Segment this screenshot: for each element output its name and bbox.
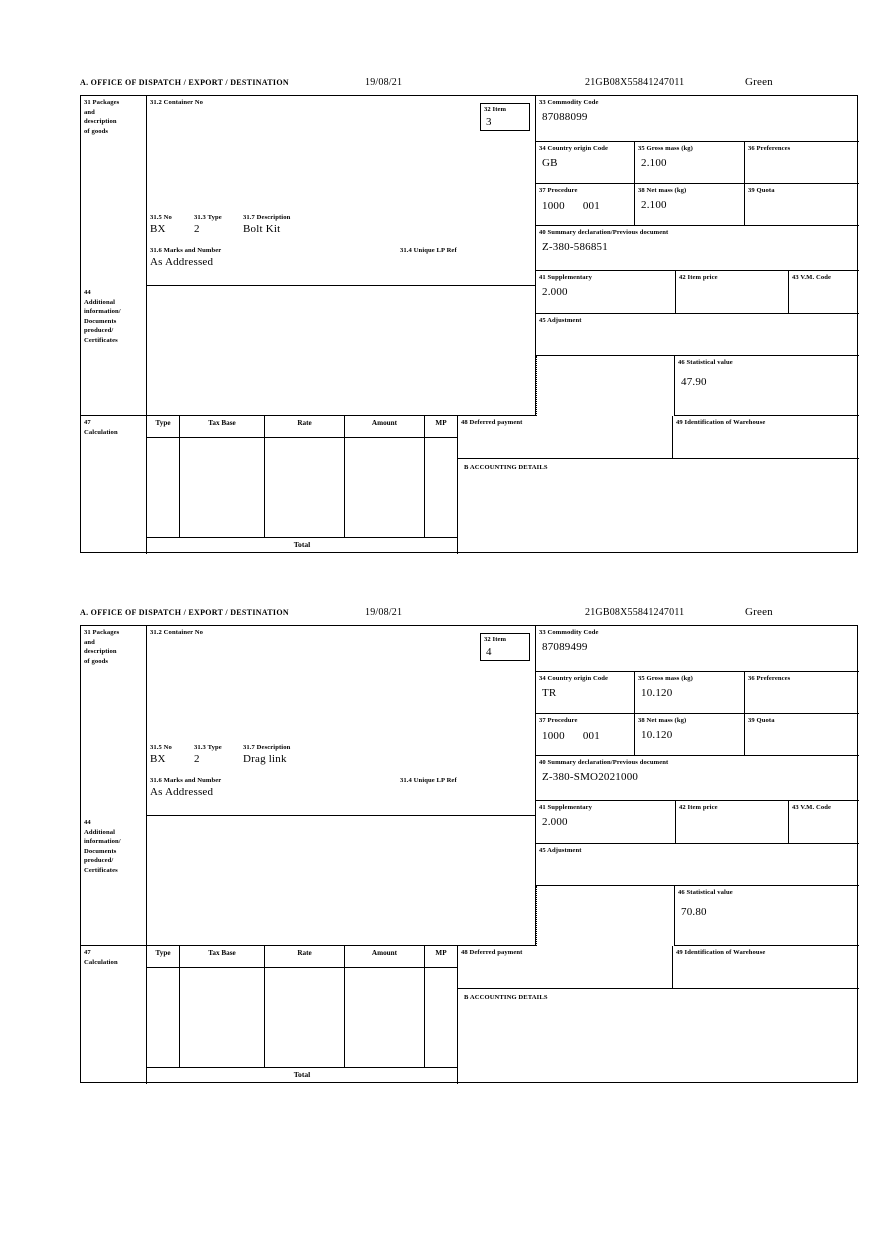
dotted-divider <box>536 356 537 416</box>
preferences-label: 36 Preferences <box>748 675 791 682</box>
statistical-value-label: 46 Statistical value <box>678 359 733 366</box>
box-37-procedure <box>536 184 635 226</box>
declaration-grid <box>80 95 858 553</box>
box-41-supplementary <box>536 271 676 314</box>
unique-lp-ref-label: 31.4 Unique LP Ref <box>400 777 457 784</box>
box-40-previous-document <box>536 226 859 271</box>
box-47-label: 47 Calculation <box>81 946 147 1084</box>
accounting-details-value <box>458 1003 859 1005</box>
accounting-details-value <box>458 473 859 475</box>
calc-body-type <box>147 968 180 1068</box>
calc-header-amount: Amount <box>345 946 425 968</box>
box-34-country-origin <box>536 142 635 184</box>
container-no-value <box>147 108 535 110</box>
calc-body-type <box>147 438 180 538</box>
box-44-additional-information <box>147 286 536 416</box>
calc-header-mp: MP <box>425 946 458 968</box>
declaration-date: 19/08/21 <box>365 77 403 88</box>
packages-description-label: 31.7 Description <box>243 744 291 751</box>
box-b-accounting-details <box>458 989 859 1084</box>
commodity-code-value: 87089499 <box>542 640 588 653</box>
customs-declaration-form-1 <box>80 78 860 553</box>
item-number-label: 32 Item <box>484 106 507 113</box>
calc-body-tax-base <box>180 968 265 1068</box>
box-42-item-price <box>676 271 789 314</box>
box-44-label: 44 Additional information/ Documents produced/ Certificates <box>81 286 147 416</box>
box-31-goods-area <box>147 626 536 816</box>
gross-mass-label: 35 Gross mass (kg) <box>638 675 693 682</box>
calc-body-amount <box>345 438 425 538</box>
adjustment-value <box>536 856 859 859</box>
packages-type-value: 2 <box>194 223 200 235</box>
packages-type-label: 31.3 Type <box>194 214 222 221</box>
item-price-value <box>676 283 788 286</box>
customs-declaration-form-2 <box>80 608 860 1083</box>
preferences-value <box>745 154 859 157</box>
packages-no-value: BX <box>150 753 166 765</box>
quota-label: 39 Quota <box>748 717 775 724</box>
box-47-label: 47 Calculation <box>81 416 147 554</box>
packages-description-value: Bolt Kit <box>243 223 281 235</box>
previous-document-label: 40 Summary declaration/Previous document <box>539 759 669 766</box>
accounting-details-label: B ACCOUNTING DETAILS <box>464 464 548 471</box>
box-49-warehouse-id <box>673 946 859 989</box>
calc-body-mp <box>425 438 458 538</box>
form-header <box>80 608 860 622</box>
box-46-statistical-value <box>674 356 859 416</box>
box-33-commodity-code <box>536 96 859 142</box>
box-45-adjustment <box>536 314 859 356</box>
box-39-quota <box>745 714 859 756</box>
calc-header-tax-base: Tax Base <box>180 946 265 968</box>
item-number-value: 4 <box>486 645 492 658</box>
item-price-label: 42 Item price <box>679 804 718 811</box>
box-31-label: 31 Packages and description of goods <box>81 96 147 286</box>
calc-total-row: Total <box>147 1068 458 1084</box>
office-of-dispatch-label: A. OFFICE OF DISPATCH / EXPORT / DESTINATION <box>80 608 289 617</box>
deferred-payment-label: 48 Deferred payment <box>461 949 523 956</box>
box-35-gross-mass <box>635 142 745 184</box>
office-of-dispatch-label: A. OFFICE OF DISPATCH / EXPORT / DESTINATION <box>80 78 289 87</box>
net-mass-value: 2.100 <box>641 198 667 211</box>
commodity-code-label: 33 Commodity Code <box>539 629 599 636</box>
item-price-value <box>676 813 788 816</box>
calc-header-type: Type <box>147 416 180 438</box>
item-number-value: 3 <box>486 115 492 128</box>
box-38-net-mass <box>635 184 745 226</box>
gross-mass-value: 10.120 <box>641 686 673 699</box>
box-38-net-mass <box>635 714 745 756</box>
copy-colour: Green <box>745 606 773 618</box>
commodity-code-label: 33 Commodity Code <box>539 99 599 106</box>
packages-no-label: 31.5 No <box>150 214 172 221</box>
box-39-quota <box>745 184 859 226</box>
container-no-label: 31.2 Container No <box>150 629 204 636</box>
supplementary-value: 2.000 <box>542 285 568 298</box>
procedure-value-2: 001 <box>582 199 600 212</box>
statistical-value-label: 46 Statistical value <box>678 889 733 896</box>
box-b-accounting-details <box>458 459 859 554</box>
marks-and-number-value: As Addressed <box>150 786 214 798</box>
box-32-item-number <box>480 633 530 661</box>
calc-body-rate <box>265 438 345 538</box>
supplementary-value: 2.000 <box>542 815 568 828</box>
calc-header-tax-base: Tax Base <box>180 416 265 438</box>
box-42-item-price <box>676 801 789 844</box>
previous-document-value: Z-380-586851 <box>542 240 608 253</box>
net-mass-value: 10.120 <box>641 728 673 741</box>
form-header <box>80 78 860 92</box>
warehouse-id-value <box>673 428 859 430</box>
container-no-label: 31.2 Container No <box>150 99 204 106</box>
marks-and-number-value: As Addressed <box>150 256 214 268</box>
calc-body-tax-base <box>180 438 265 538</box>
packages-no-value: BX <box>150 223 166 235</box>
box-44-label: 44 Additional information/ Documents produced/ Certificates <box>81 816 147 946</box>
adjustment-value <box>536 326 859 329</box>
procedure-label: 37 Procedure <box>539 187 578 194</box>
packages-description-label: 31.7 Description <box>243 214 291 221</box>
country-origin-label: 34 Country origin Code <box>539 145 609 152</box>
net-mass-label: 38 Net mass (kg) <box>638 187 687 194</box>
adjustment-label: 45 Adjustment <box>539 317 582 324</box>
box-46-statistical-value <box>674 886 859 946</box>
movement-reference-number: 21GB08X55841247011 <box>585 607 685 618</box>
supplementary-label: 41 Supplementary <box>539 274 593 281</box>
preferences-value <box>745 684 859 687</box>
box-48-deferred-payment <box>458 946 673 989</box>
marks-and-number-label: 31.6 Marks and Number <box>150 247 222 254</box>
procedure-value-1: 1000 <box>542 199 565 212</box>
calc-header-type: Type <box>147 946 180 968</box>
calc-total-row: Total <box>147 538 458 554</box>
gross-mass-value: 2.100 <box>641 156 667 169</box>
box-43-vm-code <box>789 271 859 314</box>
deferred-payment-label: 48 Deferred payment <box>461 419 523 426</box>
container-no-value <box>147 638 535 640</box>
box-32-item-number <box>480 103 530 131</box>
warehouse-id-label: 49 Identification of Warehouse <box>676 949 766 956</box>
previous-document-label: 40 Summary declaration/Previous document <box>539 229 669 236</box>
country-origin-value: TR <box>542 686 557 699</box>
net-mass-label: 38 Net mass (kg) <box>638 717 687 724</box>
quota-label: 39 Quota <box>748 187 775 194</box>
packages-no-label: 31.5 No <box>150 744 172 751</box>
calc-header-mp: MP <box>425 416 458 438</box>
box-41-supplementary <box>536 801 676 844</box>
unique-lp-ref-label: 31.4 Unique LP Ref <box>400 247 457 254</box>
country-origin-label: 34 Country origin Code <box>539 675 609 682</box>
additional-information-value <box>147 286 535 288</box>
packages-type-label: 31.3 Type <box>194 744 222 751</box>
quota-value <box>745 196 859 199</box>
box-45-adjustment <box>536 844 859 886</box>
adjustment-label: 45 Adjustment <box>539 847 582 854</box>
item-number-label: 32 Item <box>484 636 507 643</box>
box-31-label: 31 Packages and description of goods <box>81 626 147 816</box>
vm-code-label: 43 V.M. Code <box>792 804 832 811</box>
calc-body-mp <box>425 968 458 1068</box>
dotted-divider <box>536 886 537 946</box>
statistical-value-amount: 47.90 <box>681 375 707 388</box>
box-48-deferred-payment <box>458 416 673 459</box>
quota-value <box>745 726 859 729</box>
box-33-commodity-code <box>536 626 859 672</box>
packages-description-value: Drag link <box>243 753 287 765</box>
supplementary-label: 41 Supplementary <box>539 804 593 811</box>
calc-header-rate: Rate <box>265 416 345 438</box>
calc-header-rate: Rate <box>265 946 345 968</box>
deferred-payment-value <box>458 958 672 960</box>
warehouse-id-label: 49 Identification of Warehouse <box>676 419 766 426</box>
vm-code-label: 43 V.M. Code <box>792 274 832 281</box>
calc-body-amount <box>345 968 425 1068</box>
declaration-grid <box>80 625 858 1083</box>
previous-document-value: Z-380-SMO2021000 <box>542 770 639 783</box>
commodity-code-value: 87088099 <box>542 110 588 123</box>
movement-reference-number: 21GB08X55841247011 <box>585 77 685 88</box>
box-40-previous-document <box>536 756 859 801</box>
copy-colour: Green <box>745 76 773 88</box>
procedure-label: 37 Procedure <box>539 717 578 724</box>
accounting-details-label: B ACCOUNTING DETAILS <box>464 994 548 1001</box>
declaration-date: 19/08/21 <box>365 607 403 618</box>
vm-code-value <box>789 813 859 816</box>
calc-header-amount: Amount <box>345 416 425 438</box>
vm-code-value <box>789 283 859 286</box>
item-price-label: 42 Item price <box>679 274 718 281</box>
deferred-payment-value <box>458 428 672 430</box>
calc-body-rate <box>265 968 345 1068</box>
additional-information-value <box>147 816 535 818</box>
gross-mass-label: 35 Gross mass (kg) <box>638 145 693 152</box>
box-36-preferences <box>745 142 859 184</box>
box-36-preferences <box>745 672 859 714</box>
packages-type-value: 2 <box>194 753 200 765</box>
procedure-value-2: 001 <box>582 729 600 742</box>
box-31-goods-area <box>147 96 536 286</box>
box-43-vm-code <box>789 801 859 844</box>
marks-and-number-label: 31.6 Marks and Number <box>150 777 222 784</box>
procedure-value-1: 1000 <box>542 729 565 742</box>
country-origin-value: GB <box>542 156 558 169</box>
box-35-gross-mass <box>635 672 745 714</box>
box-34-country-origin <box>536 672 635 714</box>
box-37-procedure <box>536 714 635 756</box>
statistical-value-amount: 70.80 <box>681 905 707 918</box>
box-44-additional-information <box>147 816 536 946</box>
warehouse-id-value <box>673 958 859 960</box>
preferences-label: 36 Preferences <box>748 145 791 152</box>
box-49-warehouse-id <box>673 416 859 459</box>
